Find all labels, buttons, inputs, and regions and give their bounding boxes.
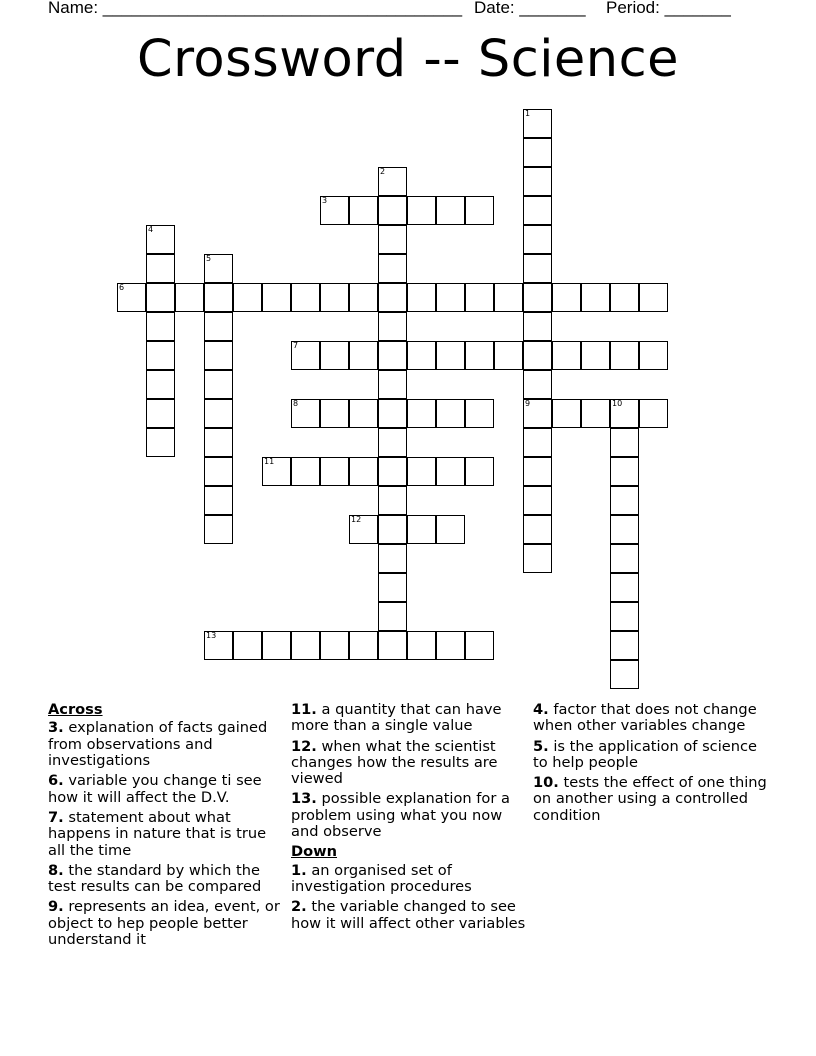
crossword-cell[interactable] [610, 399, 639, 428]
clue-number: 6 [119, 283, 125, 292]
crossword-cell[interactable] [407, 283, 436, 312]
crossword-cell[interactable] [378, 544, 407, 573]
crossword-cell[interactable] [581, 399, 610, 428]
crossword-cell[interactable] [146, 370, 175, 399]
crossword-cell[interactable] [494, 341, 523, 370]
crossword-cell[interactable] [610, 660, 639, 689]
crossword-cell[interactable] [407, 515, 436, 544]
crossword-cell[interactable] [378, 167, 407, 196]
clue-number: 13. [291, 790, 317, 808]
crossword-cell[interactable] [436, 283, 465, 312]
clue-number: 11 [264, 457, 275, 466]
crossword-cell[interactable] [349, 515, 378, 544]
crossword-cell[interactable] [523, 399, 552, 428]
crossword-cell[interactable] [523, 370, 552, 399]
crossword-cell[interactable] [523, 283, 552, 312]
crossword-cell[interactable] [407, 399, 436, 428]
crossword-cell[interactable] [523, 457, 552, 486]
crossword-cell[interactable] [204, 341, 233, 370]
crossword-cell[interactable] [204, 370, 233, 399]
clue-text: the standard by which the test results can be compared [48, 861, 262, 896]
crossword-cell[interactable] [610, 457, 639, 486]
crossword-cell[interactable] [407, 196, 436, 225]
period-field-label: Period: _______ [606, 0, 731, 17]
crossword-cell[interactable] [146, 312, 175, 341]
clue-text: statement about what happens in nature that is true all the time [48, 808, 267, 859]
clue-text: tests the effect of one thing on another using a controlled condition [533, 774, 767, 824]
crossword-cell[interactable] [204, 428, 233, 457]
crossword-cell[interactable] [262, 457, 291, 486]
crossword-cell[interactable] [320, 283, 349, 312]
clue-number: 2. [291, 898, 307, 916]
crossword-cell[interactable] [610, 428, 639, 457]
crossword-cell[interactable] [407, 341, 436, 370]
crossword-cell[interactable] [146, 341, 175, 370]
crossword-cell[interactable] [523, 341, 552, 370]
clue-item [533, 775, 769, 824]
clue-item [291, 791, 527, 840]
crossword-cell[interactable] [117, 283, 146, 312]
clue-number: 3. [48, 719, 64, 737]
down-heading: Down [291, 843, 338, 861]
clue-number: 1 [525, 109, 531, 118]
crossword-cell[interactable] [465, 341, 494, 370]
clue-number: 9 [525, 399, 531, 408]
crossword-cell[interactable] [436, 196, 465, 225]
clue-text: represents an idea, event, or object to hep people better understand it [48, 898, 280, 949]
crossword-cell[interactable] [378, 399, 407, 428]
crossword-cell[interactable] [349, 283, 378, 312]
crossword-cell[interactable] [610, 631, 639, 660]
across-heading: Across [48, 701, 103, 718]
clue-number: 12 [351, 515, 362, 524]
name-field-label: Name: ______________________________________ [48, 0, 463, 17]
crossword-cell[interactable] [639, 341, 668, 370]
crossword-cell[interactable] [378, 341, 407, 370]
clue-item [48, 899, 284, 948]
clue-number: 11. [291, 701, 317, 718]
crossword-cell[interactable] [146, 428, 175, 457]
crossword-cell[interactable] [349, 196, 378, 225]
crossword-cell[interactable] [552, 399, 581, 428]
crossword-cell[interactable] [610, 515, 639, 544]
crossword-cell[interactable] [378, 631, 407, 660]
crossword-cell[interactable] [146, 283, 175, 312]
crossword-cell[interactable] [523, 138, 552, 167]
crossword-cell[interactable] [581, 341, 610, 370]
clue-text: factor that does not change when other variables change [533, 701, 757, 735]
crossword-cell[interactable] [378, 225, 407, 254]
crossword-cell[interactable] [233, 283, 262, 312]
crossword-cell[interactable] [204, 283, 233, 312]
clue-item [533, 739, 769, 772]
clue-number: 7. [48, 808, 64, 826]
crossword-cell[interactable] [639, 399, 668, 428]
crossword-cell[interactable] [262, 631, 291, 660]
crossword-cell[interactable] [378, 312, 407, 341]
clue-text: is the application of science to help people [533, 737, 757, 771]
crossword-cell[interactable] [204, 312, 233, 341]
crossword-cell[interactable] [378, 602, 407, 631]
clue-text: possible explanation for a problem using what you now and observe [291, 790, 510, 841]
clue-item [291, 739, 527, 788]
crossword-cell[interactable] [407, 457, 436, 486]
clue-item [533, 702, 769, 735]
crossword-cell[interactable] [291, 399, 320, 428]
crossword-cell[interactable] [610, 544, 639, 573]
crossword-cell[interactable] [581, 283, 610, 312]
clue-item [48, 810, 284, 859]
clue-number: 10 [612, 399, 623, 408]
clue-text: variable you change ti see how it will affect the D.V. [48, 772, 262, 806]
crossword-cell[interactable] [291, 631, 320, 660]
crossword-cell[interactable] [378, 457, 407, 486]
crossword-cell[interactable] [523, 167, 552, 196]
clue-text: explanation of facts gained from observations and investigations [48, 719, 268, 770]
clue-item [48, 863, 284, 896]
crossword-cell[interactable] [639, 283, 668, 312]
crossword-cell[interactable] [349, 457, 378, 486]
clue-item [291, 702, 527, 735]
crossword-cell[interactable] [349, 341, 378, 370]
clues-column-1 [48, 702, 284, 952]
crossword-cell[interactable] [523, 254, 552, 283]
crossword-cell[interactable] [175, 283, 204, 312]
crossword-cell[interactable] [204, 457, 233, 486]
crossword-cell[interactable] [523, 486, 552, 515]
crossword-cell[interactable] [204, 486, 233, 515]
crossword-cell[interactable] [552, 283, 581, 312]
crossword-cell[interactable] [291, 283, 320, 312]
crossword-cell[interactable] [552, 341, 581, 370]
crossword-cell[interactable] [320, 631, 349, 660]
clues-column-2 [291, 702, 527, 936]
clue-number: 8 [293, 399, 299, 408]
crossword-cell[interactable] [291, 457, 320, 486]
crossword-cell[interactable] [523, 428, 552, 457]
crossword-cell[interactable] [320, 399, 349, 428]
clue-number: 2 [380, 167, 386, 176]
crossword-cell[interactable] [204, 254, 233, 283]
crossword-cell[interactable] [204, 399, 233, 428]
crossword-cell[interactable] [523, 196, 552, 225]
crossword-cell[interactable] [436, 399, 465, 428]
clue-number: 5 [206, 254, 212, 263]
crossword-cell[interactable] [146, 399, 175, 428]
crossword-cell[interactable] [146, 225, 175, 254]
crossword-cell[interactable] [436, 341, 465, 370]
crossword-cell[interactable] [291, 341, 320, 370]
crossword-cell[interactable] [523, 225, 552, 254]
clue-text: a quantity that can have more than a single value [291, 701, 502, 735]
crossword-cell[interactable] [262, 283, 291, 312]
crossword-cell[interactable] [378, 283, 407, 312]
crossword-cell[interactable] [378, 254, 407, 283]
clue-number: 4. [533, 701, 549, 718]
crossword-cell[interactable] [146, 254, 175, 283]
clue-item [48, 773, 284, 806]
page-title: Crossword -- Science [136, 30, 680, 89]
clue-number: 7 [293, 341, 299, 350]
crossword-cell[interactable] [320, 196, 349, 225]
crossword-cell[interactable] [610, 602, 639, 631]
clue-item [48, 720, 284, 769]
clue-number: 3 [322, 196, 328, 205]
crossword-cell[interactable] [378, 196, 407, 225]
clue-number: 13 [206, 631, 217, 640]
crossword-cell[interactable] [204, 631, 233, 660]
date-field-label: Date: _______ [474, 0, 586, 17]
clue-text: when what the scientist changes how the results are viewed [291, 737, 498, 788]
crossword-cell[interactable] [349, 399, 378, 428]
crossword-cell[interactable] [610, 486, 639, 515]
crossword-cell[interactable] [523, 515, 552, 544]
crossword-cell[interactable] [465, 283, 494, 312]
crossword-cell[interactable] [465, 399, 494, 428]
clues-column-3 [533, 702, 769, 828]
clue-number: 9. [48, 898, 64, 916]
clue-number: 4 [148, 225, 154, 234]
clue-number: 10. [533, 774, 559, 791]
crossword-cell[interactable] [378, 370, 407, 399]
clue-text: an organised set of investigation procedures [291, 861, 472, 896]
crossword-cell[interactable] [204, 515, 233, 544]
crossword-cell[interactable] [610, 283, 639, 312]
crossword-cell[interactable] [436, 515, 465, 544]
crossword-cell[interactable] [523, 109, 552, 138]
crossword-cell[interactable] [349, 631, 378, 660]
crossword-cell[interactable] [407, 631, 436, 660]
crossword-cell[interactable] [378, 486, 407, 515]
crossword-cell[interactable] [378, 515, 407, 544]
crossword-cell[interactable] [233, 631, 262, 660]
crossword-cell[interactable] [465, 196, 494, 225]
crossword-cell[interactable] [378, 573, 407, 602]
clue-text: the variable changed to see how it will affect other variables [291, 898, 526, 932]
clue-number: 5. [533, 737, 549, 755]
crossword-cell[interactable] [494, 283, 523, 312]
crossword-cell[interactable] [436, 631, 465, 660]
crossword-cell[interactable] [320, 457, 349, 486]
clue-number: 12. [291, 737, 317, 755]
clue-number: 1. [291, 861, 307, 879]
crossword-cell[interactable] [523, 544, 552, 573]
clue-number: 8. [48, 861, 64, 879]
crossword-cell[interactable] [378, 428, 407, 457]
crossword-cell[interactable] [436, 457, 465, 486]
crossword-cell[interactable] [610, 573, 639, 602]
crossword-cell[interactable] [465, 631, 494, 660]
crossword-cell[interactable] [320, 341, 349, 370]
crossword-cell[interactable] [523, 312, 552, 341]
clue-number: 6. [48, 772, 64, 790]
crossword-cell[interactable] [465, 457, 494, 486]
clue-item [291, 899, 527, 932]
clue-item [291, 863, 527, 896]
crossword-cell[interactable] [610, 341, 639, 370]
